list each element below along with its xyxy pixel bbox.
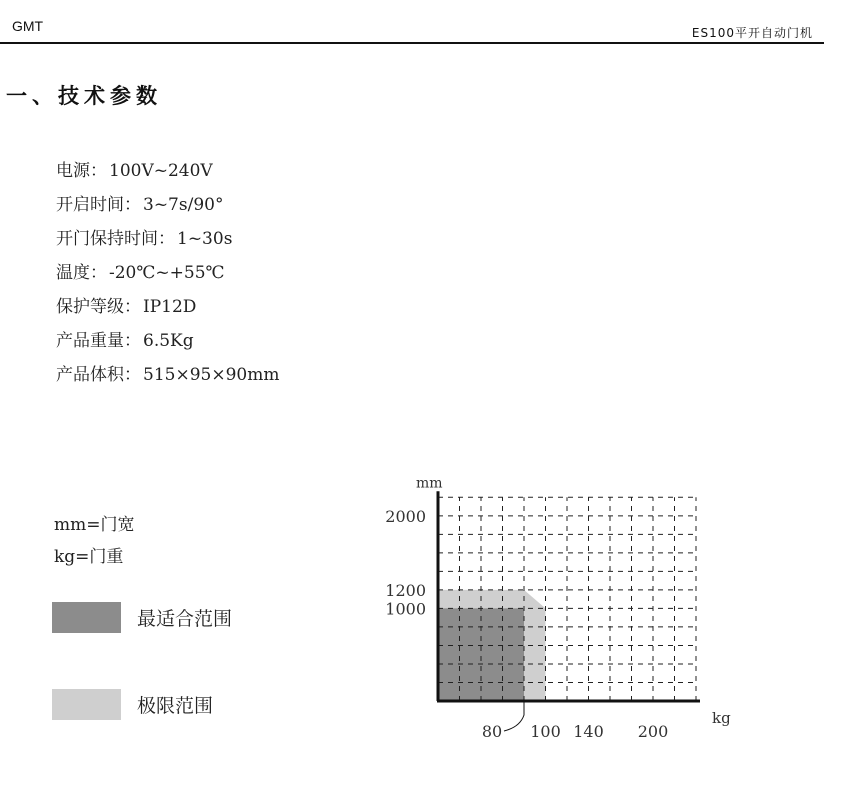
capacity-chart bbox=[370, 440, 731, 750]
spec-value: 515×95×90mm bbox=[143, 365, 280, 385]
spec-line-open-time bbox=[56, 192, 279, 226]
unit-note-width: mm=门宽 bbox=[54, 515, 135, 535]
spec-line-power bbox=[56, 158, 279, 192]
legend-optimal bbox=[52, 601, 232, 633]
spec-value: 3~7s/90° bbox=[143, 195, 224, 215]
unit-note-weight: kg=门重 bbox=[54, 547, 124, 567]
spec-label: 开启时间： bbox=[56, 195, 141, 215]
y-tick-label: 1000 bbox=[385, 599, 426, 619]
section-title: 一、技术参数 bbox=[6, 83, 162, 108]
x-tick-label: 140 bbox=[573, 722, 604, 741]
spec-label: 温度： bbox=[56, 263, 107, 283]
spec-line-volume bbox=[56, 362, 279, 396]
spec-value: 100V~240V bbox=[109, 161, 213, 181]
header-product-title: ES100平开自动门机 bbox=[691, 26, 813, 40]
spec-label: 电源： bbox=[56, 161, 107, 181]
header-rule bbox=[0, 42, 824, 44]
spec-line-hold-time bbox=[56, 226, 279, 260]
x-tick-label: 100 bbox=[530, 722, 561, 741]
x-tick-label: 80 bbox=[481, 722, 503, 741]
spec-value: IP12D bbox=[143, 297, 197, 317]
legend-limit bbox=[52, 688, 213, 720]
spec-line-temperature bbox=[56, 260, 279, 294]
spec-line-protection bbox=[56, 294, 279, 328]
spec-label: 开门保持时间： bbox=[56, 229, 175, 249]
y-tick-label: 2000 bbox=[385, 506, 426, 526]
spec-label: 保护等级： bbox=[56, 297, 141, 317]
spec-list bbox=[56, 158, 279, 396]
y-axis-label: mm bbox=[416, 475, 443, 492]
header-brand: GMT bbox=[12, 18, 44, 34]
x-tick-label: 200 bbox=[637, 722, 669, 741]
unit-notes bbox=[54, 512, 134, 576]
x-axis-label: kg bbox=[712, 709, 731, 727]
legend-label-optimal: 最适合范围 bbox=[137, 607, 233, 630]
x-tick-leader bbox=[504, 701, 524, 731]
legend-swatch-optimal bbox=[52, 602, 121, 633]
spec-value: -20℃~+55℃ bbox=[109, 263, 225, 283]
spec-line-weight bbox=[56, 328, 279, 362]
spec-value: 6.5Kg bbox=[143, 331, 194, 351]
y-tick-label: 1200 bbox=[385, 580, 426, 600]
legend-label-limit: 极限范围 bbox=[137, 694, 214, 717]
spec-label: 产品重量： bbox=[56, 331, 141, 351]
spec-value: 1~30s bbox=[177, 229, 233, 249]
spec-label: 产品体积： bbox=[56, 365, 141, 385]
capacity-chart-svg bbox=[370, 440, 731, 750]
legend-swatch-limit bbox=[52, 689, 121, 720]
